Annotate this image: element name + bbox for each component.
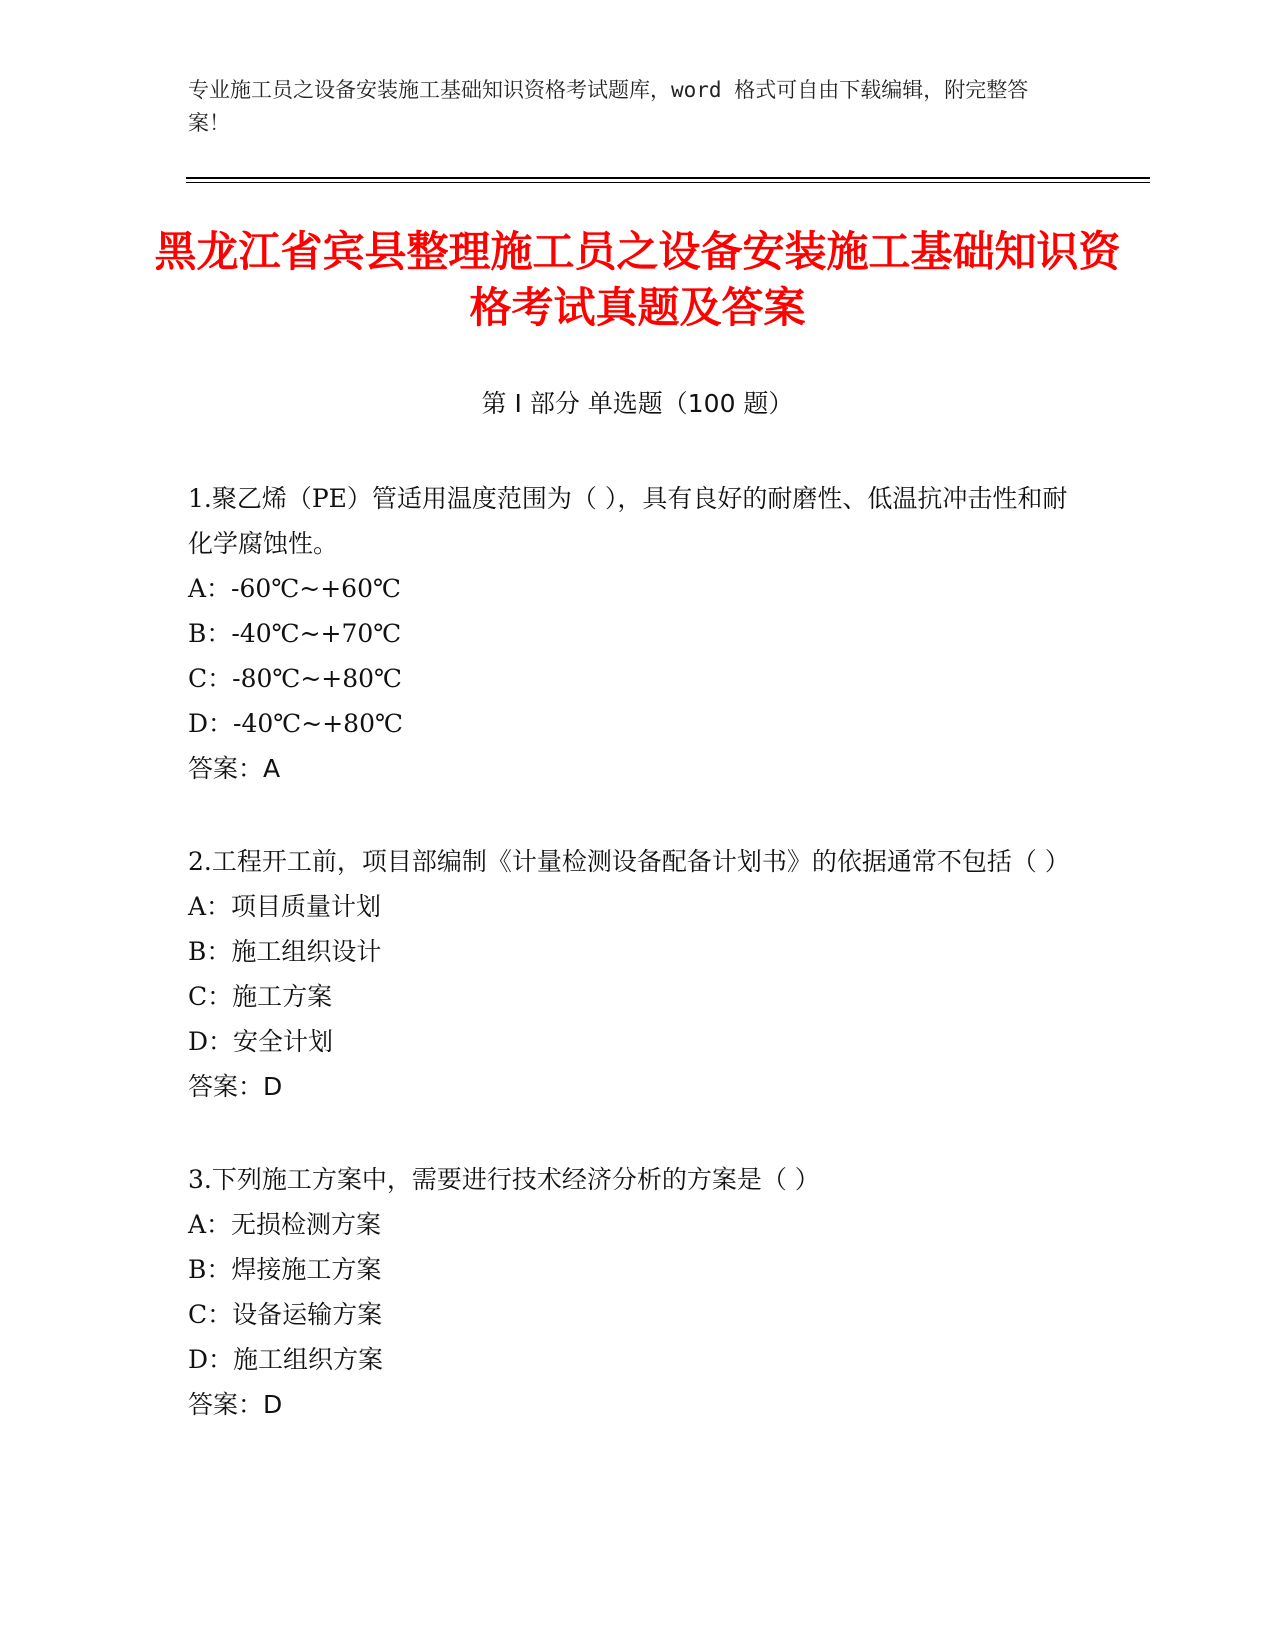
answer-line: 答案：D [188, 1390, 283, 1419]
option-d: D：安全计划 [188, 1027, 334, 1056]
option-a: A：无损检测方案 [188, 1210, 382, 1239]
option-a: A：-60℃~+60℃ [188, 574, 401, 603]
question-2 [188, 839, 1088, 1109]
question-stem: 3.下列施工方案中，需要进行技术经济分析的方案是（ ） [188, 1165, 820, 1194]
question-list [188, 476, 1088, 1475]
option-b: B：焊接施工方案 [188, 1255, 382, 1284]
answer-line: 答案：D [188, 1072, 283, 1101]
answer-line: 答案：A [188, 754, 281, 783]
option-b: B：-40℃~+70℃ [188, 619, 402, 648]
option-c: C：-80℃~+80℃ [188, 664, 403, 693]
option-c: C：施工方案 [188, 982, 333, 1011]
option-c: C：设备运输方案 [188, 1300, 383, 1329]
question-3 [188, 1157, 1088, 1427]
section-title: 第 I 部分 单选题（100 题） [481, 389, 794, 418]
header-divider-thick [186, 177, 1150, 179]
option-a: A：项目质量计划 [188, 892, 382, 921]
option-d: D：-40℃~+80℃ [188, 709, 403, 738]
question-1 [188, 476, 1088, 791]
option-d: D：施工组织方案 [188, 1345, 384, 1374]
question-stem: 1.聚乙烯（PE）管适用温度范围为（ ），具有良好的耐磨性、低温抗冲击性和耐化学腐蚀性。 [188, 484, 1068, 558]
question-stem: 2.工程开工前，项目部编制《计量检测设备配备计划书》的依据通常不包括（ ） [188, 847, 1070, 876]
header-divider-thin [186, 182, 1150, 183]
document-title: 黑龙江省宾县整理施工员之设备安装施工基础知识资格考试真题及答案 [154, 227, 1121, 332]
option-b: B：施工组织设计 [188, 937, 382, 966]
header-note: 专业施工员之设备安装施工基础知识资格考试题库，word 格式可自由下载编辑，附完整答案！ [188, 78, 1029, 135]
